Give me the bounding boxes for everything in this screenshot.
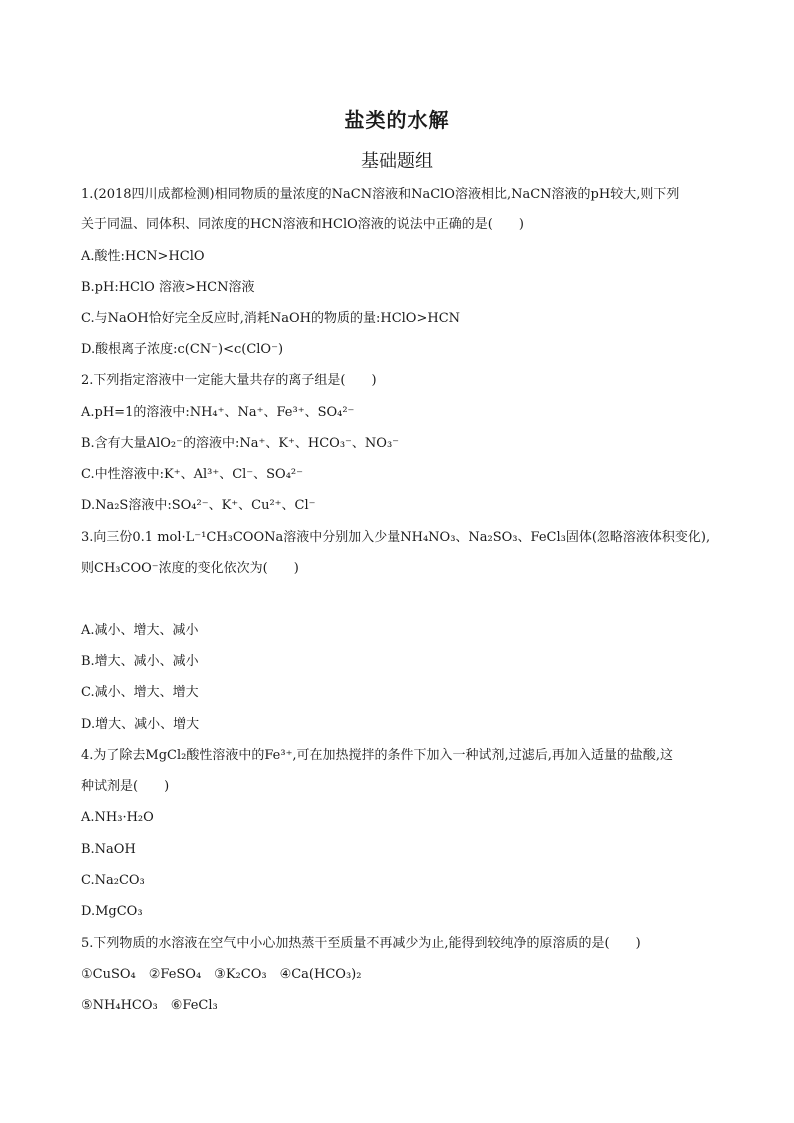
question-1-stem-line-2: 关于同温、同体积、同浓度的HCN溶液和HClO溶液的说法中正确的是( ) <box>81 217 524 232</box>
question-1-option-c: C.与NaOH恰好完全反应时,消耗NaOH的物质的量:HClO>HCN <box>81 311 461 326</box>
question-3-option-c: C.减小、增大、增大 <box>81 685 199 700</box>
question-1-option-d: D.酸根离子浓度:c(CN⁻)<c(ClO⁻) <box>81 342 284 357</box>
question-2-option-b: B.含有大量AlO₂⁻的溶液中:Na⁺、K⁺、HCO₃⁻、NO₃⁻ <box>81 436 400 451</box>
question-5-options-line-2: ⑤NH₄HCO₃ ⑥FeCl₃ <box>81 998 218 1013</box>
question-1-stem-line-1: 1.(2018四川成都检测)相同物质的量浓度的NaCN溶液和NaClO溶液相比,NaCN溶液的pH较大,则下列 <box>81 187 680 202</box>
question-5-options-line-1: ①CuSO₄ ②FeSO₄ ③K₂CO₃ ④Ca(HCO₃)₂ <box>81 967 362 982</box>
question-4-option-c: C.Na₂CO₃ <box>81 873 145 888</box>
question-2-option-c: C.中性溶液中:K⁺、Al³⁺、Cl⁻、SO₄²⁻ <box>81 467 304 482</box>
question-4-option-b: B.NaOH <box>81 842 136 857</box>
page-title: 盐类的水解 <box>344 108 450 132</box>
question-2-stem: 2.下列指定溶液中一定能大量共存的离子组是( ) <box>81 373 377 388</box>
question-2-option-d: D.Na₂S溶液中:SO₄²⁻、K⁺、Cu²⁺、Cl⁻ <box>81 498 316 513</box>
question-4-stem-line-1: 4.为了除去MgCl₂酸性溶液中的Fe³⁺,可在加热搅拌的条件下加入一种试剂,过滤后,再加入适量的盐酸,这 <box>81 748 673 763</box>
question-3-option-a: A.减小、增大、减小 <box>81 623 199 638</box>
question-3-option-d: D.增大、减小、增大 <box>81 717 200 732</box>
question-4-option-d: D.MgCO₃ <box>81 904 143 919</box>
question-1-option-b: B.pH:HClO 溶液>HCN溶液 <box>81 280 255 295</box>
question-3-option-b: B.增大、减小、减小 <box>81 654 199 669</box>
question-3-stem-line-2: 则CH₃COO⁻浓度的变化依次为( ) <box>81 561 299 576</box>
question-3-stem-line-1: 3.向三份0.1 mol·L⁻¹CH₃COONa溶液中分别加入少量NH₄NO₃、Na₂SO₃、FeCl₃固体(忽略溶液体积变化), <box>81 530 711 545</box>
section-title: 基础题组 <box>361 151 433 172</box>
question-4-stem-line-2: 种试剂是( ) <box>81 779 170 794</box>
question-1-option-a: A.酸性:HCN>HClO <box>81 249 205 264</box>
question-5-stem: 5.下列物质的水溶液在空气中小心加热蒸干至质量不再减少为止,能得到较纯净的原溶质的是( ) <box>81 936 641 951</box>
question-4-option-a: A.NH₃·H₂O <box>81 810 154 825</box>
question-2-option-a: A.pH=1的溶液中:NH₄⁺、Na⁺、Fe³⁺、SO₄²⁻ <box>81 405 355 420</box>
